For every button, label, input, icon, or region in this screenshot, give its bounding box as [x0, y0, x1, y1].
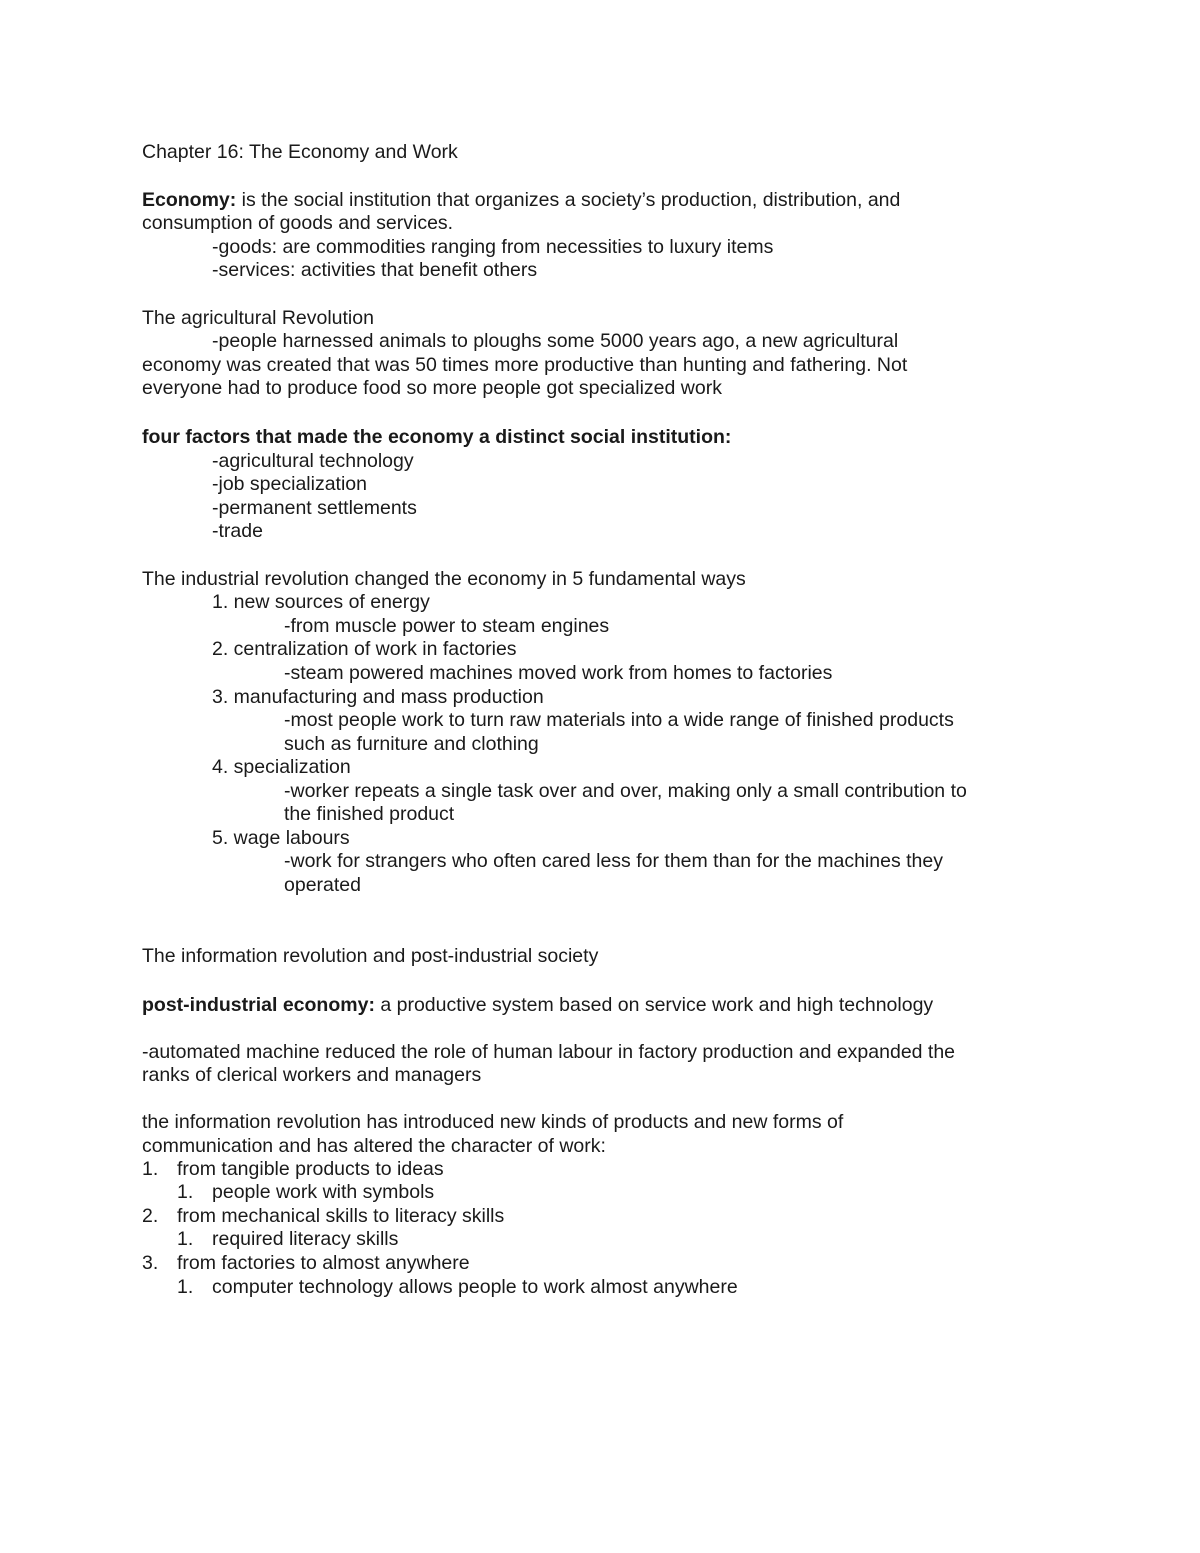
- industrial-item-detail: operated: [284, 874, 361, 896]
- change-number: 2.: [142, 1205, 159, 1227]
- information-intro: communication and has altered the character of work:: [142, 1135, 606, 1157]
- factor-item: -permanent settlements: [212, 497, 417, 519]
- industrial-item-detail: -worker repeats a single task over and over, making only a small contribution to: [284, 780, 967, 802]
- change-sub-number: 1.: [177, 1276, 194, 1298]
- change-text: from mechanical skills to literacy skills: [177, 1205, 505, 1227]
- information-heading: The information revolution and post-industrial society: [142, 945, 599, 967]
- agricultural-heading: The agricultural Revolution: [142, 307, 374, 329]
- industrial-item-detail: -steam powered machines moved work from homes to factories: [284, 662, 833, 684]
- post-industrial-term: post-industrial economy:: [142, 994, 375, 1016]
- change-sub-number: 1.: [177, 1181, 194, 1203]
- agricultural-text: -people harnessed animals to ploughs some 5000 years ago, a new agricultural: [212, 330, 899, 352]
- post-industrial-definition-line: [142, 994, 933, 1018]
- agricultural-text: everyone had to produce food so more people got specialized work: [142, 377, 722, 399]
- page-title: Chapter 16: The Economy and Work: [142, 141, 458, 163]
- factor-item: -job specialization: [212, 473, 368, 495]
- industrial-item-detail: -from muscle power to steam engines: [284, 615, 610, 637]
- economy-definition-line: [142, 189, 900, 213]
- factor-item: -trade: [212, 520, 263, 542]
- change-sub-text: computer technology allows people to work almost anywhere: [212, 1276, 738, 1298]
- change-sub-text: people work with symbols: [212, 1181, 435, 1203]
- industrial-item-label: 3. manufacturing and mass production: [212, 686, 544, 708]
- change-sub-number: 1.: [177, 1228, 194, 1250]
- industrial-item-detail: such as furniture and clothing: [284, 733, 539, 755]
- industrial-item-label: 1. new sources of energy: [212, 591, 430, 613]
- agricultural-text: economy was created that was 50 times more productive than hunting and fathering. Not: [142, 354, 908, 376]
- industrial-item-detail: -most people work to turn raw materials into a wide range of finished products: [284, 709, 954, 731]
- economy-definition-cont: consumption of goods and services.: [142, 212, 454, 234]
- change-number: 3.: [142, 1252, 159, 1274]
- change-text: from tangible products to ideas: [177, 1158, 444, 1180]
- industrial-item-label: 5. wage labours: [212, 827, 350, 849]
- change-number: 1.: [142, 1158, 159, 1180]
- goods-definition: -goods: are commodities ranging from necessities to luxury items: [212, 236, 774, 258]
- economy-definition: is the social institution that organizes a society’s production, distribution, and: [236, 189, 901, 211]
- post-industrial-definition: a productive system based on service work and high technology: [374, 994, 934, 1016]
- services-definition: -services: activities that benefit others: [212, 259, 538, 281]
- four-factors-heading: four factors that made the economy a distinct social institution:: [142, 426, 732, 448]
- change-sub-text: required literacy skills: [212, 1228, 399, 1250]
- change-text: from factories to almost anywhere: [177, 1252, 470, 1274]
- industrial-item-detail: -work for strangers who often cared less for them than for the machines they: [284, 850, 943, 872]
- industrial-item-label: 2. centralization of work in factories: [212, 638, 517, 660]
- industrial-heading: The industrial revolution changed the economy in 5 fundamental ways: [142, 568, 746, 590]
- industrial-item-label: 4. specialization: [212, 756, 351, 778]
- automated-text: -automated machine reduced the role of human labour in factory production and expanded the: [142, 1041, 956, 1063]
- economy-term: Economy:: [142, 189, 237, 211]
- information-intro: the information revolution has introduced new kinds of products and new forms of: [142, 1111, 844, 1133]
- factor-item: -agricultural technology: [212, 450, 414, 472]
- industrial-item-detail: the finished product: [284, 803, 455, 825]
- automated-text: ranks of clerical workers and managers: [142, 1064, 482, 1086]
